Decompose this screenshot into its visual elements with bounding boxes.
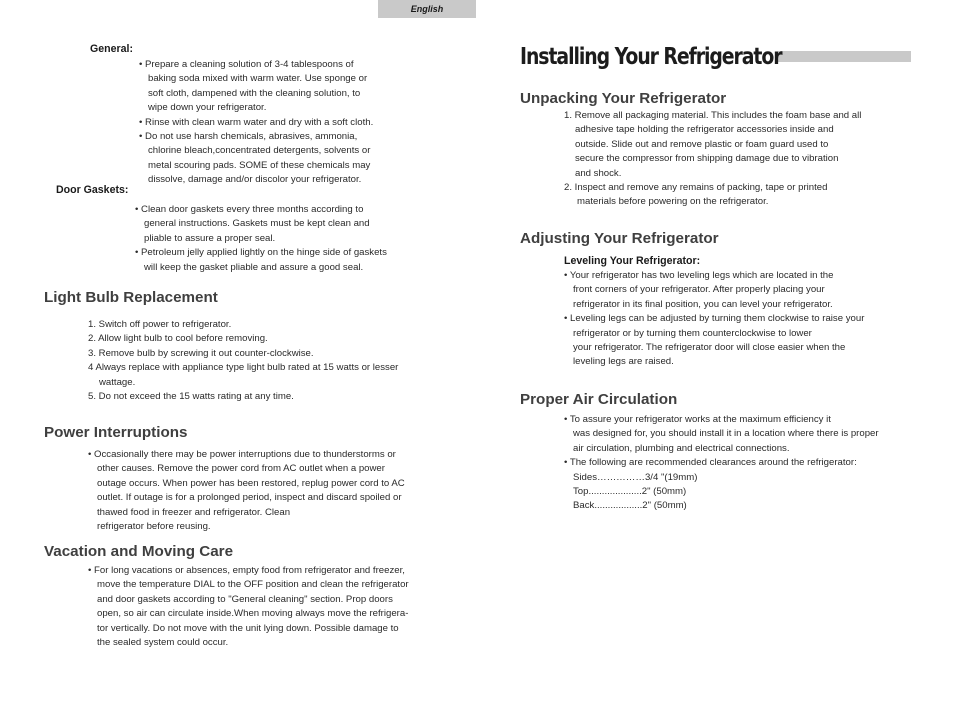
text-line: • Leveling legs can be adjusted by turning them clockwise to raise your — [564, 313, 865, 325]
title-bar — [778, 51, 911, 62]
text-line: leveling legs are raised. — [573, 356, 674, 368]
text-line: Sides……………3/4 "(19mm) — [573, 471, 698, 483]
text-line: wattage. — [99, 376, 136, 388]
general-heading: General: — [90, 43, 133, 55]
text-line: • Prepare a cleaning solution of 3-4 tablespoons of — [139, 59, 354, 70]
text-line: tor vertically. Do not move with the unit lying down. Possible damage to — [97, 622, 399, 634]
text-line: 2. Allow light bulb to cool before removing. — [88, 333, 268, 345]
vacation-heading: Vacation and Moving Care — [44, 543, 234, 560]
air-circulation-text — [564, 413, 879, 514]
text-line: 4 Always replace with appliance type light bulb rated at 15 watts or lesser — [88, 362, 399, 374]
text-line: move the temperature DIAL to the OFF position and clean the refrigerator — [97, 579, 409, 591]
text-line: open, so air can circulate inside.When moving always move the refrigera- — [97, 608, 409, 620]
text-line: • To assure your refrigerator works at the maximum efficiency it — [564, 414, 831, 425]
light-bulb-text — [88, 318, 398, 404]
air-circulation-heading: Proper Air Circulation — [520, 391, 678, 408]
text-line: • Clean door gaskets every three months according to — [135, 204, 364, 215]
text-line: your refrigerator. The refrigerator door will close easier when the — [573, 342, 846, 354]
text-line: dissolve, damage and/or discolor your refrigerator. — [148, 174, 362, 186]
vacation-text — [88, 564, 409, 650]
text-line: 5. Do not exceed the 15 watts rating at any time. — [88, 391, 294, 403]
text-line: will keep the gasket pliable and assure a good seal. — [144, 261, 364, 273]
text-line: and door gaskets according to "General cleaning" section. Prop doors — [97, 593, 393, 605]
adjusting-text — [564, 269, 864, 370]
text-line: secure the compressor from shipping damage due to vibration — [575, 153, 839, 165]
power-interruptions-text — [88, 448, 405, 534]
text-line: other causes. Remove the power cord from AC outlet when a power — [97, 463, 385, 475]
power-interruptions-heading: Power Interruptions — [44, 424, 188, 441]
text-line: wipe down your refrigerator. — [148, 102, 267, 114]
text-line: refrigerator or by turning them counterclockwise to lower — [573, 327, 812, 339]
general-text — [139, 58, 373, 188]
text-line: general instructions. Gaskets must be kept clean and — [144, 218, 370, 230]
text-line: metal scouring pads. SOME of these chemicals may — [148, 159, 371, 171]
text-line: soft cloth, dampened with the cleaning solution, to — [148, 87, 361, 99]
text-line: Top....................2" (50mm) — [573, 486, 687, 498]
text-line: and shock. — [575, 167, 622, 179]
text-line: pliable to assure a proper seal. — [144, 232, 276, 244]
light-bulb-heading: Light Bulb Replacement — [44, 289, 218, 306]
text-line: chlorine bleach,concentrated detergents, solvents or — [148, 145, 371, 157]
text-line: front corners of your refrigerator. After properly placing your — [573, 284, 825, 296]
text-line: • For long vacations or absences, empty food from refrigerator and freezer, — [88, 565, 405, 576]
text-line: 1. Switch off power to refrigerator. — [88, 319, 232, 330]
adjusting-heading: Adjusting Your Refrigerator — [520, 230, 719, 247]
door-gaskets-heading: Door Gaskets: — [56, 184, 129, 196]
text-line: Back..................2" (50mm) — [573, 500, 687, 512]
text-line: • Rinse with clean warm water and dry with a soft cloth. — [139, 116, 374, 128]
text-line: 1. Remove all packaging material. This includes the foam base and all — [564, 110, 862, 121]
language-tab: English — [378, 0, 476, 18]
text-line: 3. Remove bulb by screwing it out counter-clockwise. — [88, 347, 314, 359]
text-line: • Do not use harsh chemicals, abrasives, ammonia, — [139, 131, 358, 143]
text-line: air circulation, plumbing and electrical connections. — [573, 442, 790, 454]
text-line: outage occurs. When power has been restored, replug power cord to AC — [97, 477, 405, 489]
text-line: materials before powering on the refrigerator. — [577, 196, 769, 208]
text-line: refrigerator in its final position, you can level your refrigerator. — [573, 298, 833, 310]
text-line: refrigerator before reusing. — [97, 521, 211, 533]
door-gaskets-text — [135, 203, 387, 275]
text-line: • The following are recommended clearances around the refrigerator: — [564, 457, 857, 469]
page-title: Installing Your Refrigerator — [520, 44, 782, 70]
text-line: • Petroleum jelly applied lightly on the hinge side of gaskets — [135, 247, 387, 259]
text-line: baking soda mixed with warm water. Use sponge or — [148, 73, 368, 85]
text-line: the sealed system could occur. — [97, 637, 229, 649]
unpacking-heading: Unpacking Your Refrigerator — [520, 90, 727, 107]
text-line: thawed food in freezer and refrigerator. Clean — [97, 506, 291, 518]
text-line: adhesive tape holding the refrigerator accessories inside and — [575, 124, 834, 136]
text-line: was designed for, you should install it in a location where there is proper — [573, 428, 879, 440]
text-line: • Occasionally there may be power interruptions due to thunderstorms or — [88, 449, 396, 460]
text-line: outside. Slide out and remove plastic or foam guard used to — [575, 138, 829, 150]
leveling-subheading: Leveling Your Refrigerator: — [564, 255, 701, 267]
unpacking-text — [564, 109, 861, 210]
text-line: outlet. If outage is for a prolonged period, inspect and discard spoiled or — [97, 492, 402, 504]
text-line: • Your refrigerator has two leveling legs which are located in the — [564, 270, 834, 281]
text-line: 2. Inspect and remove any remains of packing, tape or printed — [564, 182, 828, 194]
